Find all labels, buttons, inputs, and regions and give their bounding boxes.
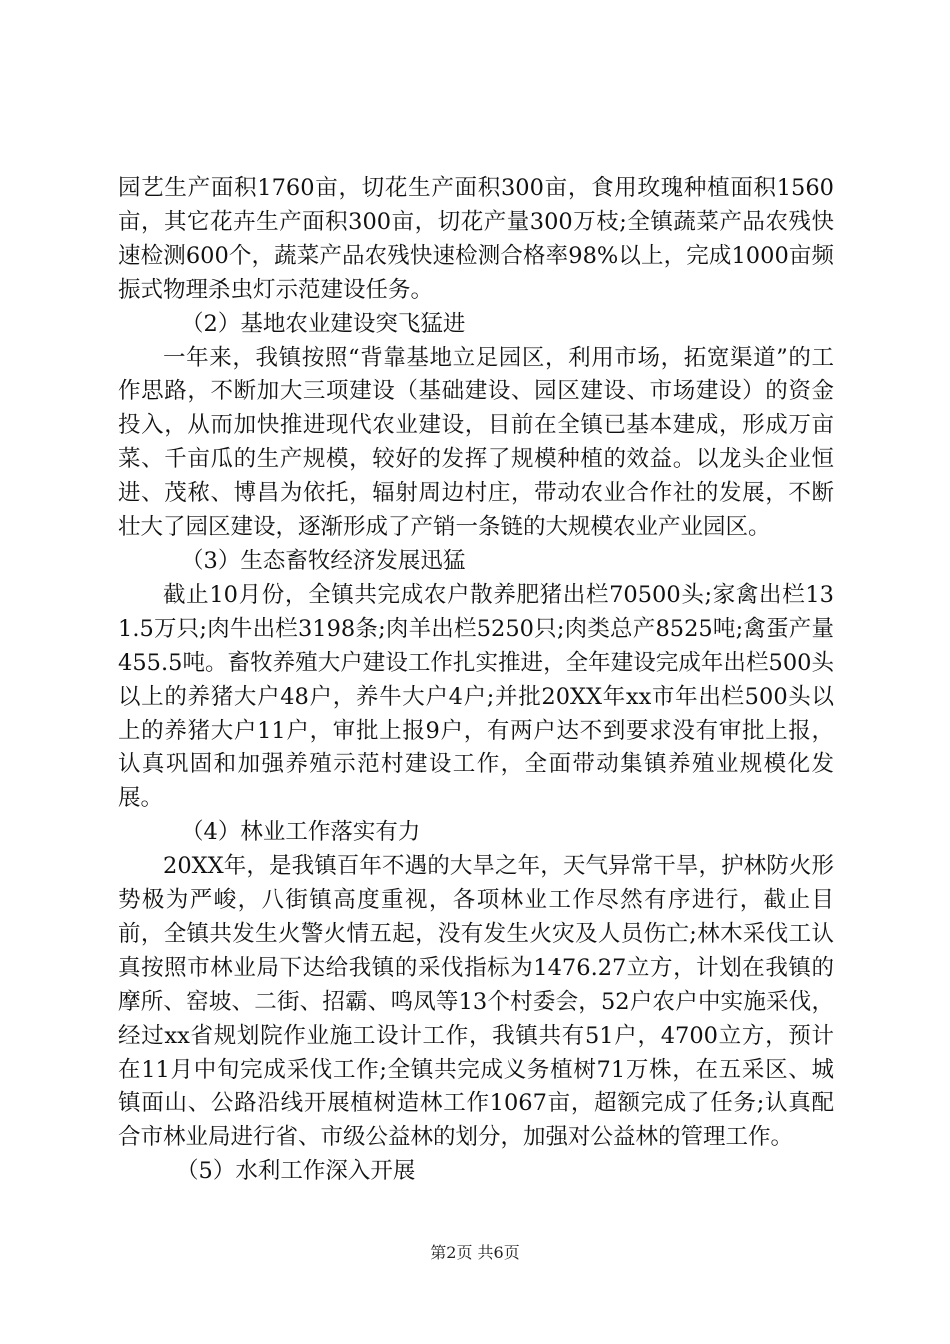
section-heading-forestry: （4）林业工作落实有力 xyxy=(181,819,421,846)
section-heading-water-conservancy: （5）水利工作深入开展 xyxy=(176,1158,416,1185)
paragraph-livestock: 截止10月份，全镇共完成农户散养肥猪出栏70500头;家禽出栏131.5万只;肉牛出栏3198条;肉羊出栏5250只;肉类总产8525吨;禽蛋产量455.5吨。畜牧养殖大户建设工作扎实推进，全年建设完成年出栏500头以上的养猪大户48户，养牛大户4户;并批20XX年xx市年出栏500头以上的养猪大户11户，审批上报9户，有两户达不到要求没有审批上报，认真巩固和加强养殖示范村建设工作，全面带动集镇养殖业规模化发展。 xyxy=(118,581,834,812)
paragraph-base-agriculture: 一年来，我镇按照“背靠基地立足园区，利用市场，拓宽渠道”的工作思路，不断加大三项建设（基础建设、园区建设、市场建设）的资金投入，从而加快推进现代农业建设，目前在全镇已基本建成，形成万亩菜、千亩瓜的生产规模，较好的发挥了规模种植的效益。以龙头企业恒进、茂秾、博昌为依托，辐射周边村庄，带动农业合作社的发展，不断壮大了园区建设，逐渐形成了产销一条链的大规模农业产业园区。 xyxy=(118,344,834,541)
section-heading-livestock: （3）生态畜牧经济发展迅猛 xyxy=(181,547,466,574)
document-body xyxy=(118,172,834,1189)
section-heading-base-agriculture: （2）基地农业建设突飞猛进 xyxy=(181,310,466,337)
paragraph-horticulture-continuation: 园艺生产面积1760亩，切花生产面积300亩，食用玫瑰种植面积1560亩，其它花卉生产面积300亩，切花产量300万枝;全镇蔬菜产品农残快速检测600个，蔬菜产品农残快速检测合格率98%以上，完成1000亩频振式物理杀虫灯示范建设任务。 xyxy=(118,175,834,303)
paragraph-forestry: 20XX年，是我镇百年不遇的大旱之年，天气异常干旱，护林防火形势极为严峻，八街镇高度重视，各项林业工作尽然有序进行，截止目前，全镇共发生火警火情五起，没有发生火灾及人员伤亡;林木采伐工认真按照市林业局下达给我镇的采伐指标为1476.27立方，计划在我镇的摩所、窑坡、二街、招霸、鸣凤等13个村委会，52户农户中实施采伐，经过xx省规划院作业施工设计工作，我镇共有51户，4700立方，预计在11月中旬完成采伐工作;全镇共完成义务植树71万株，在五采区、城镇面山、公路沿线开展植树造林工作1067亩，超额完成了任务;认真配合市林业局进行省、市级公益林的划分，加强对公益林的管理工作。 xyxy=(118,853,834,1151)
page-number-footer: 第2页 共6页 xyxy=(430,1243,520,1262)
